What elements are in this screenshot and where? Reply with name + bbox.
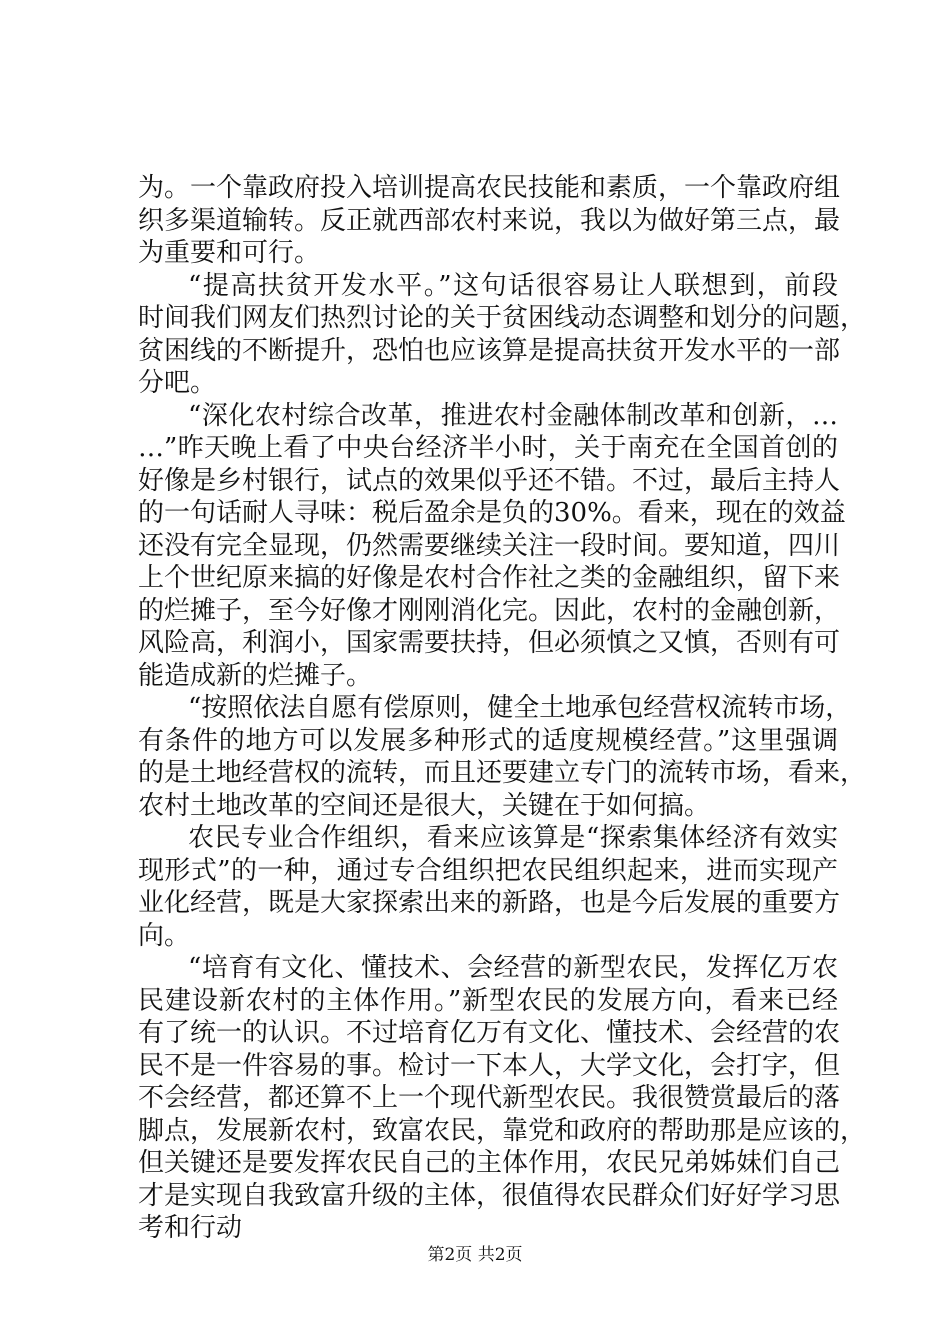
paragraph-first-line: “培育有文化、懂技术、会经营的新型农民，发挥亿万农 [188,953,838,983]
text-line: 为。一个靠政府投入培训提高农民技能和素质，一个靠政府组 [138,173,841,203]
text-line: 还没有完全显现，仍然需要继续关注一段时间。要知道，四川 [138,530,841,561]
text-line: 有了统一的认识。不过培育亿万有文化、懂技术、会经营的农 [138,1018,841,1048]
text-line: 但关键还是要发挥农民自己的主体作用，农民兄弟姊妹们自己 [138,1148,841,1178]
text-line: 不会经营，都还算不上一个现代新型农民。我很赞赏最后的落 [138,1083,841,1113]
text-line: 好像是乡村银行，试点的效果似乎还不错。不过，最后主持人 [138,465,841,496]
text-line: 民建设新农村的主体作用。”新型农民的发展方向，看来已经 [138,985,838,1016]
text-line: 能造成新的烂摊子。 [138,660,373,691]
text-line: 贫困线的不断提升，恐怕也应该算是提高扶贫开发水平的一部 [138,335,841,366]
text-line: 才是实现自我致富升级的主体，很值得农民群众们好好学习思 [138,1180,841,1211]
text-line: 农村土地改革的空间还是很大，关键在于如何搞。 [138,790,711,821]
text-line: 考和行动 [138,1213,243,1243]
page-footer [0,1244,950,1266]
text-line: 分吧。 [138,368,217,398]
text-line: …”昨天晚上看了中央台经济半小时，关于南充在全国首创的 [138,433,838,463]
paragraph-first-line: “按照依法自愿有偿原则，健全土地承包经营权流转市场， [188,693,852,723]
text-line: 的一句话耐人寻味：税后盈余是负的30%。看来，现在的效益 [138,498,846,528]
paragraph-first-line: “深化农村综合改革，推进农村金融体制改革和创新，… [188,400,838,431]
text-line: 的烂摊子，至今好像才刚刚消化完。因此，农村的金融创新， [138,595,841,626]
text-line: 民不是一件容易的事。检讨一下本人，大学文化，会打字，但 [138,1050,841,1081]
text-line: 现形式”的一种，通过专合组织把农民组织起来，进而实现产 [138,855,838,886]
page-number-label: 第2页 共2页 [427,1245,523,1265]
text-line: 风险高，利润小，国家需要扶持，但必须慎之又慎，否则有可 [138,628,841,658]
text-line: 时间我们网友们热烈讨论的关于贫困线动态调整和划分的问题， [138,303,867,333]
text-line: 业化经营，既是大家探索出来的新路，也是今后发展的重要方 [138,888,841,918]
paragraph-first-line: 农民专业合作组织，看来应该算是“探索集体经济有效实 [188,823,838,853]
document-body [138,172,867,1245]
text-line: 脚点，发展新农村，致富农民，靠党和政府的帮助那是应该的， [138,1115,867,1146]
text-line: 向。 [138,920,191,951]
paragraph-first-line: “提高扶贫开发水平。”这句话很容易让人联想到，前段 [188,270,838,301]
text-line: 上个世纪原来搞的好像是农村合作社之类的金融组织，留下来 [138,563,841,593]
text-line: 有条件的地方可以发展多种形式的适度规模经营。”这里强调 [138,725,838,756]
text-line: 的是土地经营权的流转，而且还要建立专门的流转市场，看来， [138,758,867,788]
text-line: 织多渠道输转。反正就西部农村来说，我以为做好第三点，最 [138,205,841,236]
text-line: 为重要和可行。 [138,238,321,268]
